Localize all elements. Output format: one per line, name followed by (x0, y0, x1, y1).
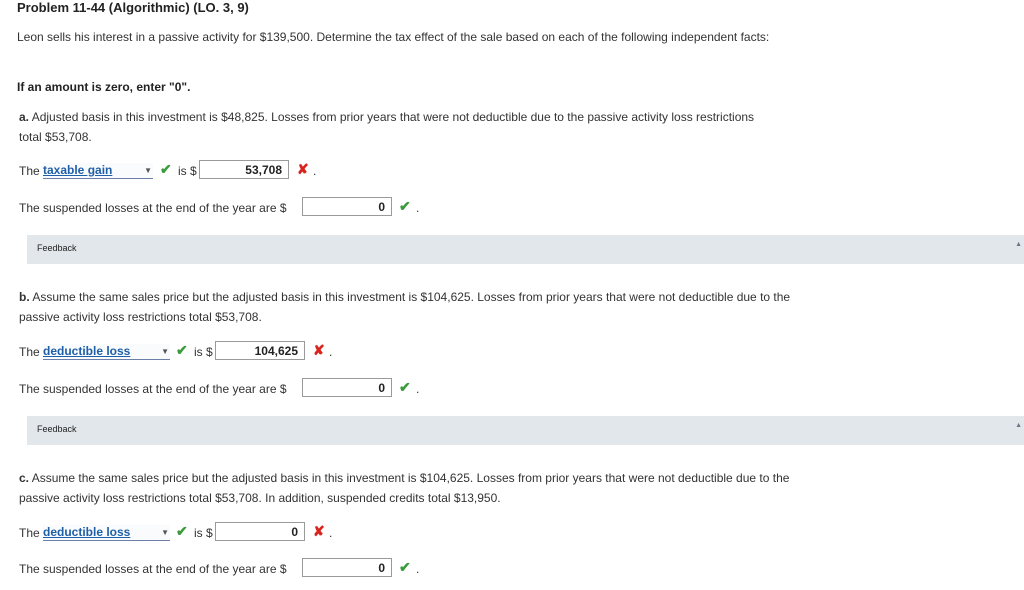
part-c-dropdown-value: deductible loss (43, 525, 131, 539)
part-c-is-label: is $ (194, 526, 213, 540)
part-b-feedback-bar[interactable] (27, 416, 1024, 445)
part-c-letter: c. (19, 471, 30, 485)
part-a-feedback-label: Feedback (37, 243, 77, 253)
part-b-dropdown-check-icon: ✔ (176, 342, 188, 358)
part-b-suspended-period: . (416, 382, 420, 396)
part-a-text: Adjusted basis in this investment is $48,825. Losses from prior years that were not deductible due to the passive activity loss restrictions total $53,708. (19, 110, 755, 144)
part-a-amount-period: . (313, 164, 317, 178)
part-a-feedback-bar[interactable] (27, 235, 1024, 264)
part-b-suspended-input[interactable]: 0 (302, 378, 392, 397)
part-c-amount-input[interactable]: 0 (215, 522, 305, 541)
part-c-the-label: The (19, 526, 40, 540)
part-a-suspended-period: . (416, 201, 420, 215)
part-a-dropdown-check-icon: ✔ (160, 161, 172, 177)
collapse-icon: ▲ (1015, 241, 1022, 248)
part-a-prompt (19, 108, 779, 147)
part-a-suspended-input[interactable]: 0 (302, 197, 392, 216)
problem-intro: Leon sells his interest in a passive activity for $139,500. Determine the tax effect of the sale based on each of the following independent facts: (17, 30, 770, 44)
part-c-amount-period: . (329, 526, 333, 540)
part-a-is-label: is $ (178, 164, 197, 178)
part-c-suspended-label: The suspended losses at the end of the year are $ (19, 562, 287, 576)
part-a-suspended-label: The suspended losses at the end of the year are $ (19, 201, 287, 215)
part-b-letter: b. (19, 290, 30, 304)
part-c-answer-type-dropdown[interactable] (43, 525, 170, 541)
part-b-answer-type-dropdown[interactable] (43, 344, 170, 360)
part-b-text: Assume the same sales price but the adjusted basis in this investment is $104,625. Losses from prior years that were not deductible due to the passive activity loss restrictions total $53,708. (19, 290, 791, 324)
problem-title: Problem 11-44 (Algorithmic) (LO. 3, 9) (17, 0, 249, 15)
part-c-suspended-input[interactable]: 0 (302, 558, 392, 577)
part-b-suspended-check-icon: ✔ (399, 379, 411, 395)
part-a-amount-input[interactable]: 53,708 (199, 160, 289, 179)
part-b-amount-input[interactable]: 104,625 (215, 341, 305, 360)
part-b-the-label: The (19, 345, 40, 359)
part-b-suspended-label: The suspended losses at the end of the year are $ (19, 382, 287, 396)
part-c-amount-cross-icon: ✘ (313, 523, 325, 539)
chevron-down-icon: ▼ (161, 528, 169, 537)
part-b-prompt (19, 288, 809, 327)
zero-instruction: If an amount is zero, enter "0". (17, 80, 191, 94)
part-b-feedback-label: Feedback (37, 424, 77, 434)
part-a-amount-cross-icon: ✘ (297, 161, 309, 177)
part-a-letter: a. (19, 110, 30, 124)
part-c-dropdown-check-icon: ✔ (176, 523, 188, 539)
part-c-suspended-check-icon: ✔ (399, 559, 411, 575)
part-a-the-label: The (19, 164, 40, 178)
chevron-down-icon: ▼ (161, 347, 169, 356)
part-b-is-label: is $ (194, 345, 213, 359)
part-c-suspended-period: . (416, 562, 420, 576)
part-a-answer-type-dropdown[interactable] (43, 163, 153, 179)
part-c-prompt (19, 469, 819, 508)
part-b-dropdown-value: deductible loss (43, 344, 131, 358)
part-a-dropdown-value: taxable gain (43, 163, 113, 177)
part-b-amount-cross-icon: ✘ (313, 342, 325, 358)
part-a-suspended-check-icon: ✔ (399, 198, 411, 214)
chevron-down-icon: ▼ (144, 166, 152, 175)
collapse-icon: ▲ (1015, 422, 1022, 429)
part-c-text: Assume the same sales price but the adjusted basis in this investment is $104,625. Losses from prior years that were not deductible due to the passive activity loss restrictions total $53,708. In addition, suspended credits total $13,950. (19, 471, 790, 505)
part-b-amount-period: . (329, 345, 333, 359)
